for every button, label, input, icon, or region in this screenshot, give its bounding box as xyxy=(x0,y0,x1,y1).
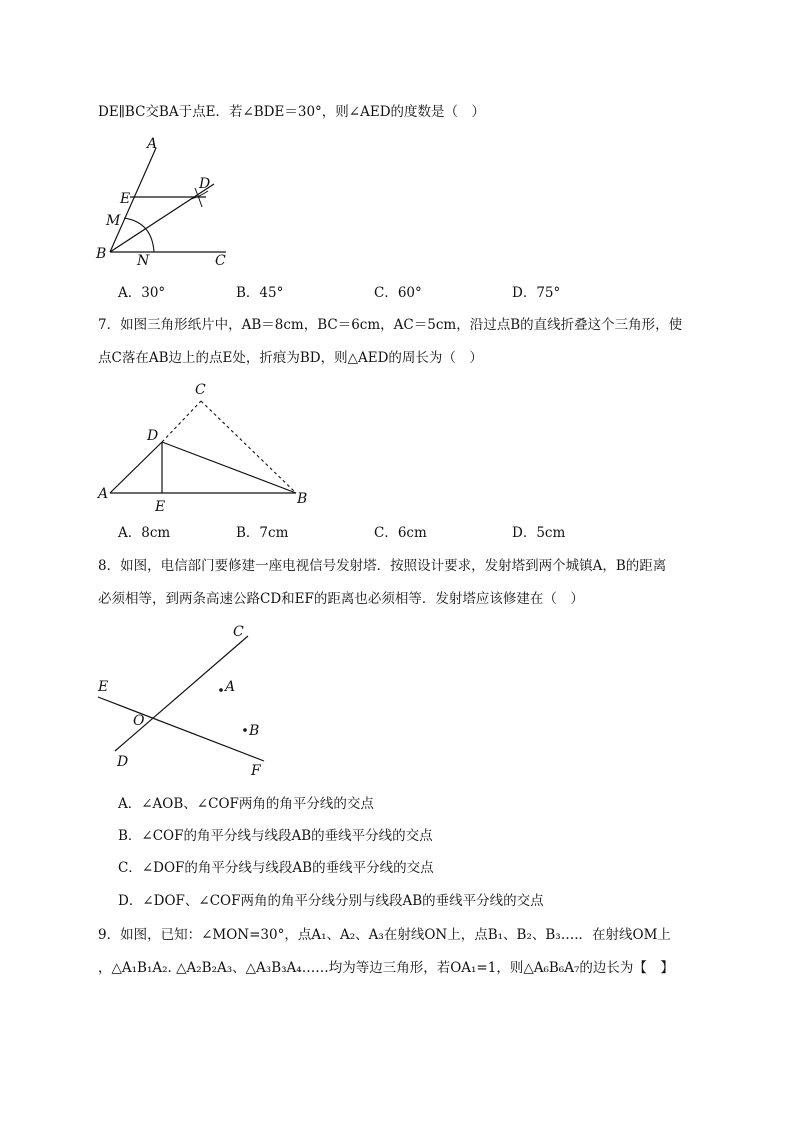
q7-label-E: E xyxy=(155,499,166,515)
q6-option-c: C．60° xyxy=(374,285,422,301)
q8-line-EF xyxy=(98,697,264,761)
q7-segment-AD xyxy=(110,442,162,493)
q9-stem-line2: ，△A₁B₁A₂. △A₂B₂A₃、△A₃B₃A₄……均为等边三角形，若OA₁=1，则△A₆B₆A₇的边长为【 】 xyxy=(98,960,674,976)
q6-label-C: C xyxy=(215,253,226,269)
q7-stem-line2: 点C落在AB边上的点E处，折痕为BD，则△AED的周长为（ ） xyxy=(98,350,483,366)
q8-point-A xyxy=(219,688,223,692)
q7-label-A: A xyxy=(98,486,109,502)
q7-label-D: D xyxy=(147,428,159,444)
q7-stem-line1: 7．如图三角形纸片中，AB＝8cm，BC＝6cm，AC＝5cm，沿过点B的直线折叠这个三角形，使 xyxy=(98,317,683,333)
q6-arc-MN xyxy=(124,218,154,252)
q8-label-E: E xyxy=(98,679,109,695)
q7-option-d: D．5cm xyxy=(512,525,566,541)
q8-label-D: D xyxy=(117,754,129,770)
q8-option-d: D．∠DOF、∠COF两角的角平分线分别与线段AB的垂线平分线的交点 xyxy=(118,893,544,909)
q6-label-A: A xyxy=(147,136,158,152)
q6-label-N: N xyxy=(137,253,150,269)
q9-stem-line1: 9．如图，已知：∠MON=30°，点A₁、A₂、A₃在射线ON上，点B₁、B₂、B₃….．在射线OM上 xyxy=(98,927,671,943)
q8-label-O: O xyxy=(133,713,145,729)
q7-label-B: B xyxy=(297,491,308,507)
q8-label-F: F xyxy=(251,763,261,779)
q8-option-b: B．∠COF的角平分线与线段AB的垂线平分线的交点 xyxy=(118,828,433,844)
q8-option-c: C．∠DOF的角平分线与线段AB的垂线平分线的交点 xyxy=(118,860,434,876)
q6-label-M: M xyxy=(106,213,121,229)
q6-arc-mark-2 xyxy=(191,191,208,199)
q8-option-a: A．∠AOB、∠COF两角的角平分线的交点 xyxy=(118,796,374,812)
q8-stem-line1: 8．如图，电信部门要修建一座电视信号发射塔．按照设计要求，发射塔到两个城镇A，B的距离 xyxy=(98,558,667,574)
q7-option-c: C．6cm xyxy=(374,525,427,541)
q7-dashed-CB xyxy=(201,401,296,493)
q6-option-d: D．75° xyxy=(512,285,561,301)
q6-label-E: E xyxy=(120,191,131,207)
q8-stem-line2: 必须相等，到两条高速公路CD和EF的距离也必须相等．发射塔应该修建在（ ） xyxy=(98,591,584,607)
q8-label-C: C xyxy=(233,624,244,640)
q6-label-D: D xyxy=(199,176,211,192)
q6-label-B: B xyxy=(96,246,107,262)
q8-point-B xyxy=(243,728,247,732)
q7-option-a: A．8cm xyxy=(118,525,171,541)
q6-stem: DE∥BC交BA于点E．若∠BDE＝30°，则∠AED的度数是（ ） xyxy=(98,104,486,120)
q7-option-b: B．7cm xyxy=(236,525,289,541)
q7-segment-DB xyxy=(162,442,296,493)
q7-label-C: C xyxy=(195,382,206,398)
q8-label-A: A xyxy=(225,679,236,695)
q7-dashed-DC xyxy=(162,401,201,442)
q6-option-a: A．30° xyxy=(118,285,166,301)
q8-label-B: B xyxy=(249,723,260,739)
q6-option-b: B．45° xyxy=(236,285,284,301)
